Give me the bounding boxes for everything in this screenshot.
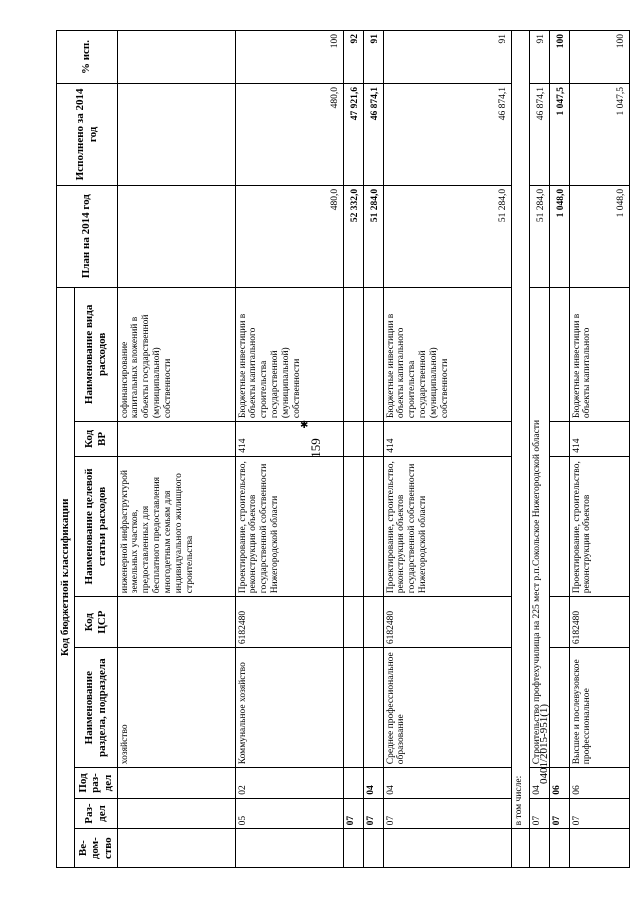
header-razdel: Раз-дел — [74, 798, 117, 829]
table-cell: 04 — [383, 768, 511, 799]
table-cell: 91 — [529, 31, 549, 84]
table-cell: 04 — [363, 768, 383, 799]
table-cell — [343, 456, 363, 597]
table-cell — [363, 597, 383, 648]
table-cell: 100 — [549, 31, 569, 84]
table-row — [383, 31, 511, 868]
table-cell — [549, 829, 569, 868]
table-cell-note: в том числе: — [511, 31, 529, 829]
table-cell: инженерной инфраструктурой земельных участков, предоставленных для бесплатного предоставления многодетным семьям для индивидуального жилищного строительства — [117, 456, 235, 597]
header-podrazdel: Под раз-дел — [74, 768, 117, 799]
table-cell — [117, 31, 235, 84]
table-cell: 51 284,0 — [363, 185, 383, 287]
table-cell — [343, 287, 363, 421]
header-csr: Код ЦСР — [74, 597, 117, 648]
table-cell: 100 — [235, 31, 343, 84]
table-cell — [343, 597, 363, 648]
table-cell: Проектирование, строительство, реконструкция объектов — [569, 456, 629, 597]
table-cell: 46 874,1 — [529, 84, 549, 186]
table-row — [529, 31, 549, 868]
table-cell: Проектирование, строительство, реконструкция объектов государственной собственности Нижегородской области — [235, 456, 343, 597]
table-cell — [363, 456, 383, 597]
table-cell: 1 048,0 — [549, 185, 569, 287]
header-vr-name: Наименование вида расходов — [74, 287, 117, 421]
table-cell: 07 — [569, 798, 629, 829]
table-cell: Бюджетные инвестиции в объекты капитального строительства государственной (муниципальной) собственности — [235, 287, 343, 421]
header-csr-name: Наименование целевой статьи расходов — [74, 456, 117, 597]
header-done: Исполнено за 2014 год — [57, 84, 118, 186]
ink-mark-icon: ✱ — [300, 420, 309, 431]
table-cell: 07 — [529, 798, 549, 829]
table-cell — [117, 597, 235, 648]
budget-table — [56, 30, 630, 868]
table-cell — [343, 829, 363, 868]
table-cell — [343, 648, 363, 768]
header-razdel-name: Наименование раздела, подраздела — [74, 648, 117, 768]
table-cell — [383, 829, 511, 868]
table-cell: 47 921,6 — [343, 84, 363, 186]
table-cell: 1 048,0 — [569, 185, 629, 287]
document-code: 0401/2015-951(1) — [538, 703, 550, 784]
table-cell — [117, 829, 235, 868]
table-cell — [549, 287, 569, 421]
table-cell: 92 — [343, 31, 363, 84]
table-row — [569, 31, 629, 868]
header-pct: % исп. — [57, 31, 118, 84]
table-row — [117, 31, 235, 868]
table-cell — [549, 456, 569, 597]
page-number: 159 — [307, 438, 323, 458]
table-cell — [511, 829, 529, 868]
table-cell: 1 047,5 — [569, 84, 629, 186]
header-vr: Код ВР — [74, 422, 117, 457]
table-cell: Коммунальное хозяйство — [235, 648, 343, 768]
table-cell: 6182480 — [235, 597, 343, 648]
table-cell: Среднее профессиональное образование — [383, 648, 511, 768]
table-cell: 51 284,0 — [529, 185, 549, 287]
table-cell — [549, 422, 569, 457]
table-cell: 51 284,0 — [383, 185, 511, 287]
table-cell: 02 — [235, 768, 343, 799]
table-cell: 46 874,1 — [383, 84, 511, 186]
table-cell: 04 — [529, 768, 549, 799]
table-cell: 414 — [383, 422, 511, 457]
header-vedom: Ве-дом-ство — [74, 829, 117, 868]
table-cell — [549, 648, 569, 768]
table-cell: 100 — [569, 31, 629, 84]
table-cell: Бюджетные инвестиции в объекты капитального — [569, 287, 629, 421]
header-group: Код бюджетной классификации — [57, 287, 75, 867]
table-row — [343, 31, 363, 868]
header-plan: План на 2014 год — [57, 185, 118, 287]
table-cell — [363, 648, 383, 768]
table-cell: 6182480 — [383, 597, 511, 648]
table-cell — [117, 84, 235, 186]
table-cell: 07 — [383, 798, 511, 829]
table-cell: Высшее и послевузовское профессиональное — [569, 648, 629, 768]
table-cell: Бюджетные инвестиции в объекты капитального строительства государственной (муниципальной) собственности — [383, 287, 511, 421]
table-cell — [569, 829, 629, 868]
table-cell: 480,0 — [235, 84, 343, 186]
table-cell: 07 — [343, 798, 363, 829]
table-cell — [529, 829, 549, 868]
table-cell — [117, 185, 235, 287]
table-cell-spanned: Строительство профтехучилища на 225 мест р.п.Сокольское Нижегородской области — [529, 287, 549, 768]
table-cell: 6182480 — [569, 597, 629, 648]
table-row — [511, 31, 529, 868]
table-row — [549, 31, 569, 868]
table-cell — [343, 768, 363, 799]
table-cell: 414 — [235, 422, 343, 457]
table-cell: 91 — [383, 31, 511, 84]
table-cell: 52 332,0 — [343, 185, 363, 287]
table-cell — [117, 422, 235, 457]
table-cell — [117, 768, 235, 799]
table-row — [363, 31, 383, 868]
table-cell: Проектирование, строительство, реконструкция объектов государственной собственности Нижегородской области — [383, 456, 511, 597]
table-row — [235, 31, 343, 868]
table-cell — [235, 829, 343, 868]
table-cell — [363, 422, 383, 457]
table-cell: 07 — [363, 798, 383, 829]
table-cell — [363, 829, 383, 868]
table-cell: 91 — [363, 31, 383, 84]
table-cell: 05 — [235, 798, 343, 829]
table-cell — [343, 422, 363, 457]
table-cell: 06 — [549, 768, 569, 799]
table-cell — [549, 597, 569, 648]
rotated-table — [56, 30, 626, 868]
table-cell: 46 874,1 — [363, 84, 383, 186]
table-cell — [363, 287, 383, 421]
table-cell: 480,0 — [235, 185, 343, 287]
table-cell: 1 047,5 — [549, 84, 569, 186]
table-cell: 06 — [569, 768, 629, 799]
table-cell — [117, 798, 235, 829]
table-cell: 07 — [549, 798, 569, 829]
table-cell: 414 — [569, 422, 629, 457]
table-cell: софинансирование капитальных вложений в объекты государственной (муниципальной) собственности — [117, 287, 235, 421]
table-cell: хозяйство — [117, 648, 235, 768]
